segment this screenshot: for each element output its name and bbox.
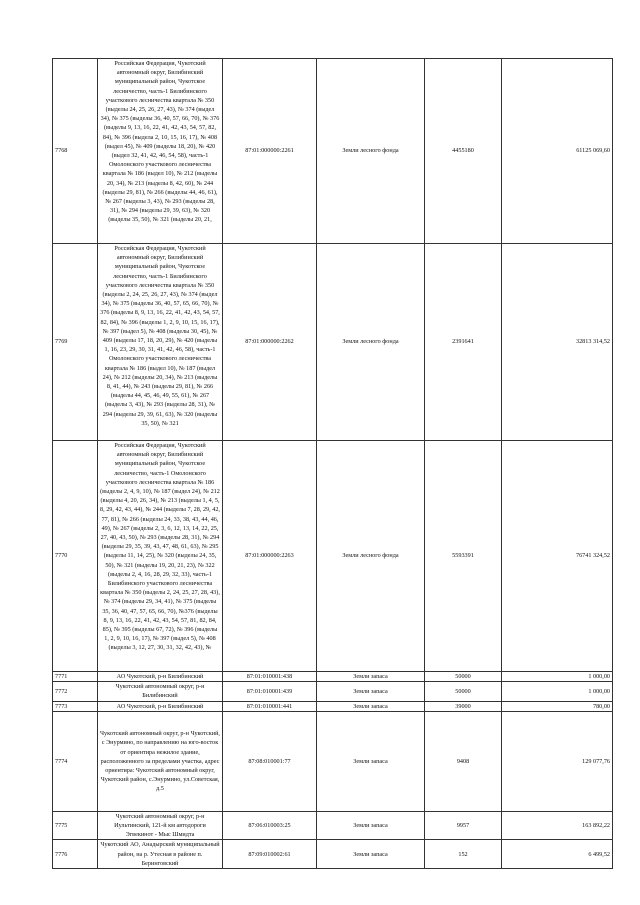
- land-category: Земли запаса: [317, 672, 425, 682]
- area-value: 50000: [425, 672, 502, 682]
- cadastral-number: 87:01:000000:2263: [223, 441, 317, 672]
- row-number: 7772: [53, 682, 98, 701]
- cadastral-number: 87:01:010001:438: [223, 672, 317, 682]
- cadastral-value: 76741 324,52: [502, 441, 613, 672]
- table-row: [53, 701, 613, 711]
- land-plots-table: [52, 58, 613, 869]
- location-cell: [98, 59, 223, 244]
- table-row: [53, 811, 613, 840]
- location-cell: [98, 441, 223, 672]
- cadastral-number: 87:06:010003:25: [223, 811, 317, 840]
- row-number: 7769: [53, 244, 98, 441]
- cadastral-number: 87:01:010001:441: [223, 701, 317, 711]
- row-number: 7770: [53, 441, 98, 672]
- area-value: 9957: [425, 811, 502, 840]
- row-number: 7776: [53, 840, 98, 869]
- land-category: Земли лесного фонда: [317, 59, 425, 244]
- cadastral-number: 87:09:010002:61: [223, 840, 317, 869]
- row-number: 7768: [53, 59, 98, 244]
- row-number: 7774: [53, 711, 98, 811]
- location-text: Чукотский автономный округ, р-н Чукотский, с Энурмино, по направлению на юго-восток от ориентира нежилое здание, расположенного за пределами участка, адрес ориентира: Чукотский автономный округ, Чукотский район, с.Энурмино, ул.Советская, д.5: [98, 711, 223, 811]
- land-category: Земли лесного фонда: [317, 244, 425, 441]
- land-category: Земли запаса: [317, 701, 425, 711]
- cadastral-number: 87:08:010001:77: [223, 711, 317, 811]
- row-number: 7771: [53, 672, 98, 682]
- table-row: [53, 840, 613, 869]
- land-category: Земли запаса: [317, 682, 425, 701]
- cadastral-value: 780,00: [502, 701, 613, 711]
- table-row: [53, 59, 613, 244]
- cadastral-number: 87:01:010001:439: [223, 682, 317, 701]
- area-value: 9408: [425, 711, 502, 811]
- area-value: 50000: [425, 682, 502, 701]
- area-value: 5593391: [425, 441, 502, 672]
- row-number: 7775: [53, 811, 98, 840]
- cadastral-value: 61125 069,60: [502, 59, 613, 244]
- land-category: Земли запаса: [317, 811, 425, 840]
- table-row: [53, 244, 613, 441]
- land-category: Земли запаса: [317, 840, 425, 869]
- land-category: Земли запаса: [317, 711, 425, 811]
- cadastral-value: 129 077,76: [502, 711, 613, 811]
- table-row: [53, 682, 613, 701]
- row-number: 7773: [53, 701, 98, 711]
- location-text: Чукотский АО, Анадырский муниципальный район, на р. Утесная в районе п. Беринговский: [98, 840, 223, 869]
- location-text: Чукотский автономный округ, р-н Билибинский: [98, 682, 223, 701]
- area-value: 152: [425, 840, 502, 869]
- location-cell: [98, 244, 223, 441]
- cadastral-number: 87:01:000000:2261: [223, 59, 317, 244]
- cadastral-number: 87:01:000000:2262: [223, 244, 317, 441]
- area-value: 39000: [425, 701, 502, 711]
- location-text: Российская Федерация, Чукотский автономный округ, Билибинский муниципальный район, Чукотское лесничество, часть-1 Омолонского участкового лесничества квартала № 186 (выделы 2, 4, 9, 10), № 187 (выдел 24), № 212 (выделы 4, 20, 26, 34), № 213 (выделы 1, 4, 5, 8, 29, 42, 43, 44), № 244 (выделы 7, 28, 29, 42, 77, 81), № 266 (выделы 24, 33, 38, 43, 44, 46, 49), № 267 (выделы 2, 3, 6, 12, 13, 14, 22, 25, 27, 40, 43, 50), № 293 (выделы 28, 31), № 294 (выделы 29, 35, 39, 43, 47, 48, 61, 63), № 295 (выделы 11, 14, 25), № 320 (выделы 24, 35, 50), № 321 (выделы 19, 20, 21, 23), № 322 (выделы 2, 4, 16, 28, 29, 32, 33), часть-1 Билибинского участкового лесничества квартала № 350 (выделы 2, 24, 25, 27, 28, 43), № 374 (выделы 29, 34, 41), № 375 (выделы 35, 36, 40, 47, 57, 65, 66, 70), №376 (выделы 8, 9, 13, 16, 22, 41, 42, 43, 54, 57, 81, 82, 84, 85), № 395 (выделы 67, 72), № 396 (выделы 1, 2, 9, 10, 16, 17), № 397 (выдел 5), № 408 (выделы 3, 12, 27, 30, 31, 32, 42, 43), №: [100, 442, 220, 652]
- location-text: АО Чукотский, р-н Билибинский: [98, 672, 223, 682]
- table-row: [53, 441, 613, 672]
- location-text: Чукотский автономный округ, р-н Иультинский, 121-й км автодороги Эгвекинот - Мыс Шмидта: [98, 811, 223, 840]
- location-text: АО Чукотский, р-н Билибинский: [98, 701, 223, 711]
- area-value: 2391641: [425, 244, 502, 441]
- cadastral-value: 1 000,00: [502, 672, 613, 682]
- table-row: [53, 711, 613, 811]
- cadastral-value: 163 892,22: [502, 811, 613, 840]
- cadastral-value: 1 000,00: [502, 682, 613, 701]
- cadastral-value: 32813 314,52: [502, 244, 613, 441]
- location-text: Российская Федерация, Чукотский автономный округ, Билибинский муниципальный район, Чукотское лесничество, часть-1 Билибинского участкового лесничества квартала № 350 (выделы 24, 25, 26, 27, 43), № 374 (выдел 34), № 375 (выделы 36, 40, 57, 66, 70), № 376 (выделы 9, 13, 16, 22, 41, 42, 43, 54, 57, 82, 84), № 396 (выдела 2, 10, 15, 16, 17), № 408 (выдел 45), № 409 (выделы 18, 20), № 420 (выдел 32, 41, 42, 46, 54, 58), часть-1 Омолонского участкового лесничества квартала № 186 (выдел 10), № 212 (выделы 20, 34), № 213 (выделы 8, 42, 60), № 244 (выделы 29, 81), № 266 (выделы 44, 46, 61), № 267 (выделы 3, 43), № 293 (выделы 28, 31), № 294 (выделы 29, 39, 63), № 320 (выделы 35, 50), № 321 (выделы 20, 21,: [100, 60, 220, 224]
- location-text: Российская Федерация, Чукотский автономный округ, Билибинский муниципальный район, Чукотское лесничество, часть-1 Билибинского участкового лесничества квартала № 350 (выделы 2, 24, 25, 26, 27, 43), № 374 (выдел 34), № 375 (выделы 36, 40, 57, 65, 66, 70), № 376 (выделы 8, 9, 13, 16, 22, 41, 42, 43, 54, 57, 82, 84), № 396 (выделы 1, 2, 9, 10, 15, 16, 17), № 397 (выдел 5), № 408 (выделы 30, 45), № 409 (выделы 17, 18, 20, 29), № 420 (выделы 1, 16, 23, 29, 30, 31, 41, 42, 46, 58), часть-1 Омолонского участкового лесничества квартала № 186 (выдел 10), № 187 (выдел 24), № 212 (выделы 20, 34), № 213 (выделы 8, 41, 44), № 243 (выделы 29, 81), № 266 (выделы 44, 45, 46, 49, 55, 61), № 267 (выделы 3, 43), № 293 (выделы 28, 31), № 294 (выделы 29, 39, 61, 63), № 320 (выделы 35, 50), № 321: [100, 245, 220, 427]
- cadastral-value: 6 499,52: [502, 840, 613, 869]
- area-value: 4455180: [425, 59, 502, 244]
- table-row: [53, 672, 613, 682]
- land-category: Земли лесного фонда: [317, 441, 425, 672]
